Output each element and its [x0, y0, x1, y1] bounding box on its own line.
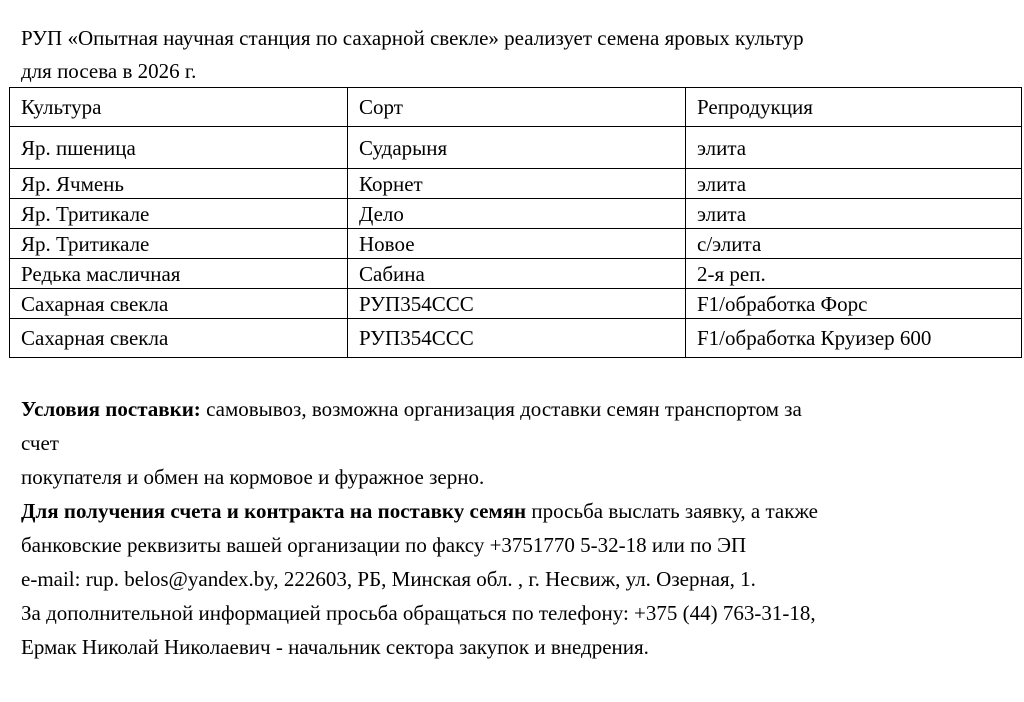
- delivery-terms-line-2: счет: [21, 431, 59, 455]
- table-row: [10, 259, 1022, 289]
- cell-variety: Новое: [348, 229, 686, 259]
- contact-person-line: Ермак Николай Николаевич - начальник сектора закупок и внедрения.: [21, 635, 649, 659]
- cell-reproduction: элита: [686, 169, 1022, 199]
- header-variety: Сорт: [348, 88, 686, 127]
- intro-line-1: РУП «Опытная научная станция по сахарной свекле» реализует семена яровых культур: [21, 26, 804, 50]
- table-row: [10, 319, 1022, 358]
- order-request-line: [21, 494, 1011, 528]
- header-reproduction: Репродукция: [686, 88, 1022, 127]
- cell-culture: Яр. Тритикале: [10, 229, 348, 259]
- table-row: [10, 169, 1022, 199]
- cell-reproduction: элита: [686, 127, 1022, 169]
- table-row: [10, 199, 1022, 229]
- cell-reproduction: с/элита: [686, 229, 1022, 259]
- intro-line-2: для посева в 2026 г.: [21, 59, 197, 83]
- cell-culture: Редька масличная: [10, 259, 348, 289]
- seed-varieties-table: [9, 87, 1022, 358]
- cell-variety: РУП354ССС: [348, 319, 686, 358]
- cell-reproduction: 2-я реп.: [686, 259, 1022, 289]
- cell-variety: Дело: [348, 199, 686, 229]
- contacts-line: e-mail: rup. belos@yandex.by, 222603, РБ, Минская обл. , г. Несвиж, ул. Озерная, 1.: [21, 567, 756, 591]
- delivery-terms-line: [21, 392, 1011, 426]
- delivery-terms-line-3: покупателя и обмен на кормовое и фуражное зерно.: [21, 465, 485, 489]
- header-culture: Культура: [10, 88, 348, 127]
- phone-line: За дополнительной информацией просьба обращаться по телефону: +375 (44) 763-31-18,: [21, 601, 816, 625]
- terms-section: [21, 392, 1011, 664]
- cell-variety: Сабина: [348, 259, 686, 289]
- intro-paragraph: [21, 22, 1011, 88]
- table-row: [10, 229, 1022, 259]
- order-request-label: Для получения счета и контракта на поставку семян: [21, 499, 527, 523]
- order-request-text: просьба выслать заявку, а также: [526, 499, 819, 523]
- cell-culture: Яр. пшеница: [10, 127, 348, 169]
- cell-reproduction: F1/обработка Форс: [686, 289, 1022, 319]
- bank-details-line: банковские реквизиты вашей организации по факсу +3751770 5-32-18 или по ЭП: [21, 533, 747, 557]
- cell-variety: Сударыня: [348, 127, 686, 169]
- table-header-row: [10, 88, 1022, 127]
- cell-reproduction: F1/обработка Круизер 600: [686, 319, 1022, 358]
- cell-variety: Корнет: [348, 169, 686, 199]
- table-row: [10, 127, 1022, 169]
- cell-culture: Сахарная свекла: [10, 319, 348, 358]
- delivery-terms-label: Условия поставки:: [21, 397, 201, 421]
- cell-reproduction: элита: [686, 199, 1022, 229]
- cell-variety: РУП354ССС: [348, 289, 686, 319]
- cell-culture: Яр. Ячмень: [10, 169, 348, 199]
- cell-culture: Яр. Тритикале: [10, 199, 348, 229]
- table-row: [10, 289, 1022, 319]
- delivery-terms-text: самовывоз, возможна организация доставки семян транспортом за: [200, 397, 802, 421]
- cell-culture: Сахарная свекла: [10, 289, 348, 319]
